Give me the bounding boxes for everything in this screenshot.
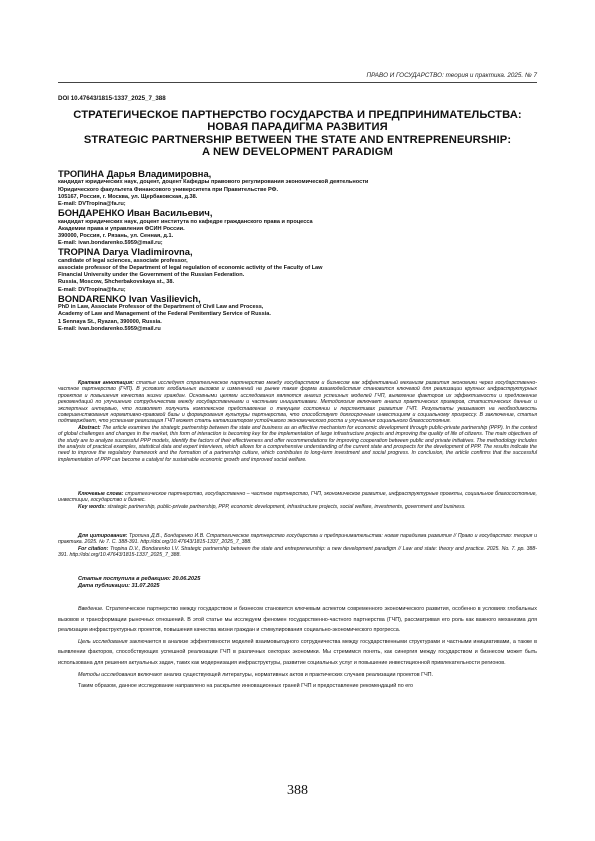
title-en-line-2: A NEW DEVELOPMENT PARADIGM — [202, 146, 393, 159]
body-paragraph — [58, 637, 537, 669]
citation-en-label: For citation: — [78, 545, 109, 552]
body-paragraph — [58, 604, 537, 636]
header-rule — [58, 82, 537, 83]
page-number: 388 — [287, 783, 308, 798]
paragraph-lead: Введение. — [78, 606, 104, 612]
body-paragraph — [58, 670, 537, 681]
author-email: E-mail: ivan.bondarenko.5959@mail.ru — [58, 325, 161, 332]
author-info-line: кандидат юридических наук, доцент, доцент Кафедры правового регулирования экономической деятельности — [58, 179, 369, 186]
author-name: TROPINA Darya Vladimirovna, — [58, 246, 193, 258]
abstract-ru-text: статья исследует стратегическое партнерство между государством и бизнесом как эффективный механизм развития экономики через государственно-частное партнерство (ГЧП). В условиях глобальных вызовов и изменений на рынке такая форма взаимодействия становится ключевой для реализации крупных инфраструктурных проектов и повышения качества жизни граждан. Основными целями исследования являются анализ успешных моделей ГЧП, выявление факторов их эффективности и предложение рекомендаций по улучшению сотрудничества между государственными и частными инициативами. Методология включает анализ практических примеров, статистических данных и экспертных интервью, что позволяет получить комплексное представление о текущем состоянии и перспективах развития ГЧП. Результаты указывают на необходимость совершенствования нормативно-правовой базы и формирования культуры партнерства, что способствует долгосрочным инвестициям и социальному прогрессу. В заключение, статья подтверждает, что успешная реализация ГЧП может стать катализатором устойчивого экономического роста и улучшения социального благосостояния. — [58, 380, 537, 425]
citation-ru-text: Тропина Д.В., Бондаренко И.В. Стратегическое партнерство государства и предпринимательства: новая парадигма развития // Право и государство: теория и практика. 2025. № 7. С. 388-391. http://doi.org/10.47643/1815-1337_2025_7_388. — [58, 533, 537, 546]
author-info-line: кандидат юридических наук, доцент института по кафедре гражданского права и процесса — [58, 218, 313, 225]
doi: DOI 10.47643/1815-1337_2025_7_388 — [58, 95, 166, 102]
keywords-ru — [58, 491, 537, 504]
article-title — [58, 109, 537, 159]
author-block — [58, 169, 538, 333]
author-info-line: 390000, Россия, г. Рязань, ул. Сенная, д.1. — [58, 233, 174, 240]
author-info-line: Юридического факультета Финансового университета при Правительстве РФ. — [58, 186, 278, 193]
running-head: ПРАВО И ГОСУДАРСТВО: теория и практика. 2025. № 7 — [366, 72, 537, 79]
citation-en — [58, 546, 537, 559]
author-info-line: candidate of legal sciences, associate professor, — [58, 257, 188, 264]
author-info-line: Russia, Moscow, Shcherbakovskaya st., 38. — [58, 279, 175, 286]
title-ru-line-1: СТРАТЕГИЧЕСКОЕ ПАРТНЕРСТВО ГОСУДАРСТВА И ПРЕДПРИНИМАТЕЛЬСТВА: — [73, 109, 522, 121]
paragraph-text: заключается в анализе эффективности моделей взаимовыгодного сотрудничества между государственными структурами и частными инициативами, а также в выявлении факторов, способствующих успешной реализации ГЧП в различных секторах экономики. Мы стремимся понять, как синергия между государством и бизнесом может быть использована для решения актуальных задач, таких как модернизация инфраструктуры, развитие социальных услуг и повышение инвестиционной привлекательности регионов. — [58, 638, 537, 666]
author-name: БОНДАРЕНКО Иван Васильевич, — [58, 207, 213, 219]
abstract — [58, 380, 537, 463]
abstract-ru — [58, 380, 537, 425]
abstract-ru-label: Краткая аннотация: — [78, 380, 134, 386]
paragraph-text: Таким образом, данное исследование направлено на раскрытие инновационных граней ГЧП и предоставление рекомендаций по его — [78, 683, 414, 690]
abstract-en — [58, 425, 537, 463]
paragraph-lead: Методы исследования — [78, 671, 137, 678]
article-body — [58, 604, 537, 693]
title-ru-line-2: НОВАЯ ПАРАДИГМА РАЗВИТИЯ — [207, 121, 388, 134]
author-email: E-mail: DVTropina@fa.ru; — [58, 286, 126, 293]
article-dates — [78, 576, 200, 590]
abstract-en-text: The article examines the strategic partnership between the state and business as an effective mechanism for economic development through public-private partnership (PPP). In the context of global challenges and changes in the market, this form of interaction is becoming key for the implementation of large infrastructure projects and improving the quality of life of citizens. The main objectives of the study are to analyze successful PPP models, identify the factors of their effectiveness and offer recommendations for improving cooperation between public and private initiatives. The methodology includes the analysis of practical examples, statistical data and expert interviews, which allows for a comprehensive understanding of the current state and prospects for the development of PPP. The results indicate the need to improve the regulatory framework and the formation of a partnership culture, which contributes to long-term investment and social progress. In conclusion, the article confirms that the successful implementation of PPP can become a catalyst for sustainable economic growth and improved social welfare. — [58, 424, 537, 463]
published-date: Дата публикации: 31.07.2025 — [78, 583, 160, 589]
paragraph-lead: Цель исследования — [78, 638, 128, 645]
paragraph-text: Стратегическое партнерство между государством и бизнесом становится ключевым аспектом современного экономического развития, особенно в условиях глобальных вызовов и трансформации рыночных отношений. В этой статье мы исследуем феномен государственно-частного партнерства (ГЧП), рассматривая его роль как важного механизма для реализации инфраструктурных проектов, повышения качества жизни граждан и стимулирования социально-экономического прогресса. — [58, 606, 537, 634]
body-paragraph — [58, 681, 537, 692]
author-name: ТРОПИНА Дарья Владимировна, — [58, 168, 212, 179]
keywords-ru-text: стратегическое партнерство, государственно – частное партнерство, ГЧП, экономическое развитие, инфраструктурные проекты, социальное благосостояние, инвестиции, государство и бизнес. — [58, 491, 538, 504]
keywords-en — [58, 504, 537, 510]
paragraph-text: включают анализ существующей литературы, нормативных актов и практических случаев реализации проектов ГЧП. — [136, 671, 434, 678]
keywords-ru-label: Ключевые слова: — [78, 491, 124, 497]
citation-ru — [58, 533, 537, 546]
author-email: E-mail: DVTropina@fa.ru; — [58, 201, 126, 208]
author-info-line: 105167, Россия, г. Москва, ул. Щербаковская, д.38. — [58, 193, 198, 200]
abstract-en-label: Abstract: — [78, 424, 101, 431]
author-info-line: PhD in Law, Associate Professor of the Department of Civil Law and Process, — [58, 304, 264, 311]
author-info-line: associate professor of the Department of legal regulation of economic activity of the Faculty of Law — [58, 265, 323, 272]
author-email: E-mail: ivan.bondarenko.5959@mail.ru; — [58, 240, 163, 247]
keywords — [58, 491, 537, 510]
author-info-line: Academy of Law and Management of the Federal Penitentiary Service of Russia. — [58, 311, 271, 318]
citation-en-text: Tropina D.V., Bondarenko I.V. Strategic partnership between the state and entrepreneurship: a new development paradigm // Law and state: theory and practice. 2025. No. 7. pp. 388-391. http://doi.org/10.47643/1815-1337_2025_7_388. — [58, 545, 537, 559]
keywords-en-text: strategic partnership, public-private partnership, PPP, economic development, infrastructure projects, social welfare, investments, government and business. — [107, 503, 466, 510]
title-en-line-1: STRATEGIC PARTNERSHIP BETWEEN THE STATE AND ENTREPRENEURSHIP: — [83, 133, 512, 146]
author-name: BONDARENKO Ivan Vasilievich, — [58, 292, 201, 304]
author-info-line: 1 Sennaya St., Ryazan, 390000, Russia. — [58, 318, 162, 325]
author-info-line: Академии права и управления ФСИН России. — [58, 225, 185, 232]
author-info-line: Financial University under the Government of the Russian Federation. — [58, 272, 245, 279]
citation-ru-label: Для цитирования: — [78, 533, 128, 539]
citation — [58, 533, 537, 559]
received-date: Статья поступила в редакцию: 20.06.2025 — [78, 576, 201, 582]
keywords-en-label: Key words: — [78, 503, 106, 510]
